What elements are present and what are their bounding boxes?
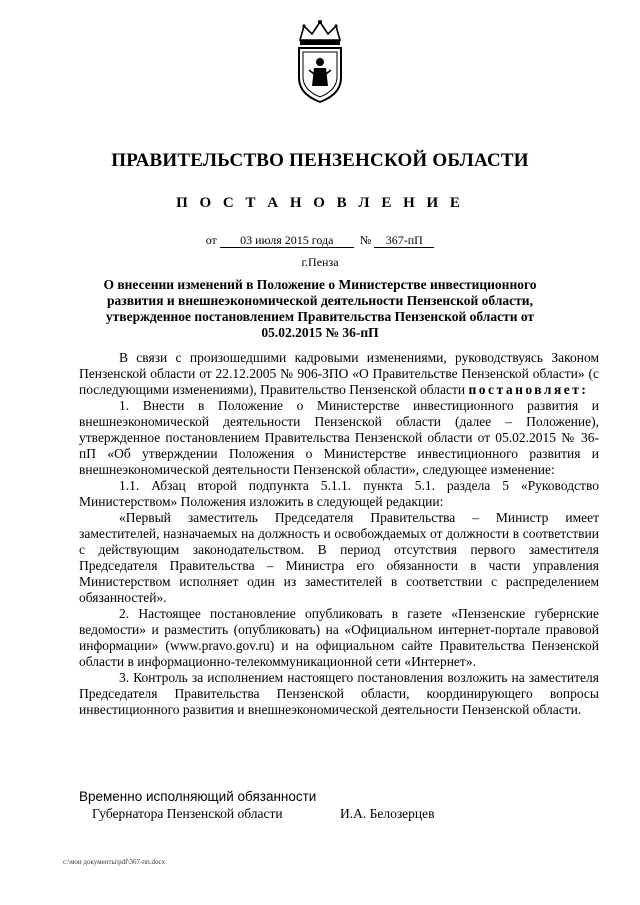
decree-word: постановляет: (468, 382, 589, 397)
number-label: № (359, 233, 372, 247)
paragraph-2: 2. Настоящее постановление опубликовать в газете «Пензенские губернские ведомости» и разместить (опубликовать) на «Официальном интернет-портале правовой информации» (www.pravo.gov.ru) и на официальном сайте Правительства Пензенской области в информационно-телекоммуникационной сети «Интернет». (79, 606, 599, 669)
decree-date: 03 июля 2015 года (220, 234, 354, 248)
government-title: ПРАВИТЕЛЬСТВО ПЕНЗЕНСКОЙ ОБЛАСТИ (111, 150, 529, 171)
coat-of-arms-icon (292, 18, 348, 104)
paragraph-1-1: 1.1. Абзац второй подпункта 5.1.1. пункта 5.1. раздела 5 «Руководство Министерством» Положения изложить в следующей редакции: (79, 478, 599, 509)
decree-number: 367-пП (374, 234, 434, 248)
quoted-text: «Первый заместитель Председателя Правительства – Министр имеет заместителей, назначаемых на должность и освобождаемых от должности в соответствии с действующим законодательством. В период отсутствия первого заместителя Председателя Правительства – Министра его обязанности в части управления Министерством исполняет один из заместителей в соответствии с распределением обязанностей». (79, 510, 599, 605)
file-path: c:\мои документы\pdf\367-пп.docx (63, 858, 166, 866)
intro-paragraph (79, 350, 599, 398)
signatory-name: И.А. Белозерцев (340, 806, 435, 821)
date-label: от (205, 233, 217, 247)
decree-subject: О внесении изменений в Положение о Министерстве инвестиционного развития и внешнеэкономической деятельности Пензенской области, утвержденное постановлением Правительства Пензенской области от 05.02.2015 № 36-пП (103, 277, 537, 340)
signatory-position-line1: Временно исполняющий обязанности (79, 789, 317, 804)
intro-text: В связи с произошедшими кадровыми изменениями, руководствуясь Законом Пензенской области от 22.12.2005 № 906-ЗПО «О Правительстве Пензенской области» (с последующими изменениями), Правительство Пензенской области (79, 350, 599, 397)
document-type: П О С Т А Н О В Л Е Н И Е (176, 195, 464, 211)
paragraph-3: 3. Контроль за исполнением настоящего постановления возложить на заместителя Председателя Правительства Пензенской области, координирующего вопросы инвестиционного развития и внешнеэкономической деятельности Пензенской области. (79, 670, 599, 717)
decree-meta (0, 233, 640, 248)
signatory-position-line2: Губернатора Пензенской области (92, 806, 283, 821)
city: г.Пенза (301, 255, 339, 269)
decree-body (79, 350, 599, 718)
paragraph-1: 1. Внести в Положение о Министерстве инвестиционного развития и внешнеэкономической деятельности Пензенской области (далее – Положение), утвержденное постановлением Правительства Пензенской области от 05.02.2015 № 36-пП «Об утверждении Положения о Министерстве инвестиционного развития и внешнеэкономической деятельности Пензенской области», следующее изменение: (79, 398, 599, 477)
